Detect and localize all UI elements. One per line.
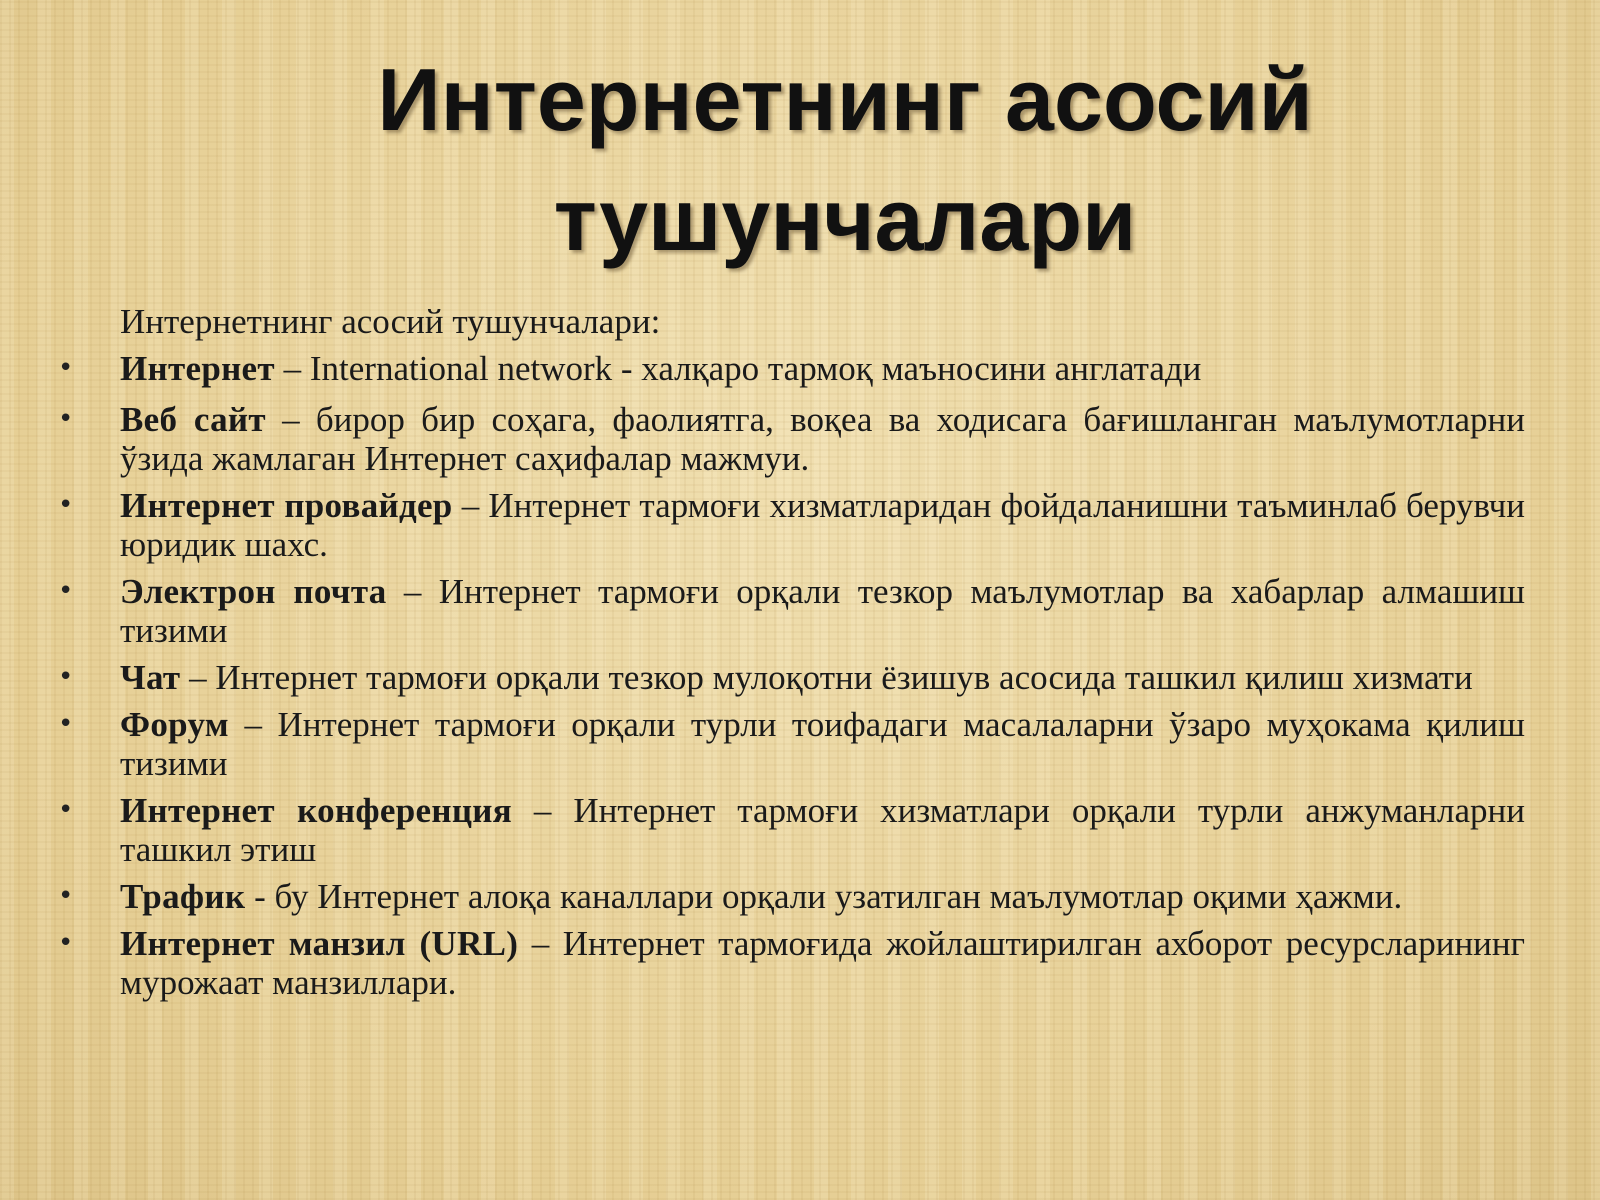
- bullet-icon: •: [58, 795, 74, 825]
- slide-title: Интернетнинг асосий тушунчалари: [377, 50, 1313, 269]
- bullet-icon: •: [58, 404, 74, 434]
- list-item: [58, 791, 1525, 869]
- term: Интернет манзил (URL): [120, 924, 519, 963]
- definition: – Интернет тармоғи хизматлари орқали турли анжуманларни ташкил этиш: [120, 791, 1525, 869]
- list-item: [58, 345, 1525, 392]
- list-item: [58, 486, 1525, 564]
- definition: – бирор бир соҳага, фаолиятга, воқеа ва ходисага бағишланган маълумотларни ўзида жамлаган Интернет саҳифалар мажмуи.: [120, 400, 1525, 478]
- intro-text: Интернетнинг асосий тушунчалари:: [120, 302, 661, 341]
- definition: – Интернет тармоғи хизматларидан фойдаланишни таъминлаб берувчи юридик шахс.: [120, 486, 1525, 564]
- definition: – Интернет тармоғи орқали турли тоифадаги масалаларни ўзаро муҳокама қилиш тизими: [120, 705, 1525, 783]
- definition: – International network - халқаро тармоқ маъносини англатади: [274, 349, 1202, 388]
- bullet-icon: •: [58, 928, 74, 958]
- term: Электрон почта: [120, 572, 387, 611]
- term: Интернет: [120, 349, 275, 388]
- list-item: [58, 400, 1525, 478]
- definition-list: [58, 345, 1526, 1002]
- definition: – Интернет тармоғи орқали тезкор мулоқотни ёзишув асосида ташкил қилиш хизмати: [180, 658, 1473, 697]
- bullet-icon: •: [58, 709, 74, 739]
- definition: – Интернет тармоғи орқали тезкор маълумотлар ва хабарлар алмашиш тизими: [120, 572, 1526, 650]
- list-item: [58, 924, 1525, 1002]
- list-item: [58, 572, 1526, 650]
- list-item: [58, 658, 1525, 697]
- definition: - бу Интернет алоқа каналлари орқали узатилган маълумотлар оқими ҳажми.: [245, 877, 1403, 916]
- bullet-icon: •: [58, 881, 74, 911]
- term: Веб сайт: [120, 400, 266, 439]
- term: Чат: [120, 658, 181, 697]
- bullet-icon: •: [58, 662, 74, 692]
- list-item: [58, 877, 1525, 916]
- bullet-icon: •: [58, 490, 74, 520]
- term: Интернет конференция: [120, 791, 512, 830]
- term: Трафик: [120, 877, 246, 916]
- term: Форум: [120, 705, 229, 744]
- slide-body: [58, 298, 1526, 1002]
- definition: – Интернет тармоғида жойлаштирилган ахборот ресурсларининг мурожаат манзиллари.: [120, 924, 1525, 1002]
- bullet-icon: •: [58, 353, 74, 383]
- list-item: [58, 705, 1525, 783]
- term: Интернет провайдер: [120, 486, 453, 525]
- bullet-icon: •: [58, 576, 74, 606]
